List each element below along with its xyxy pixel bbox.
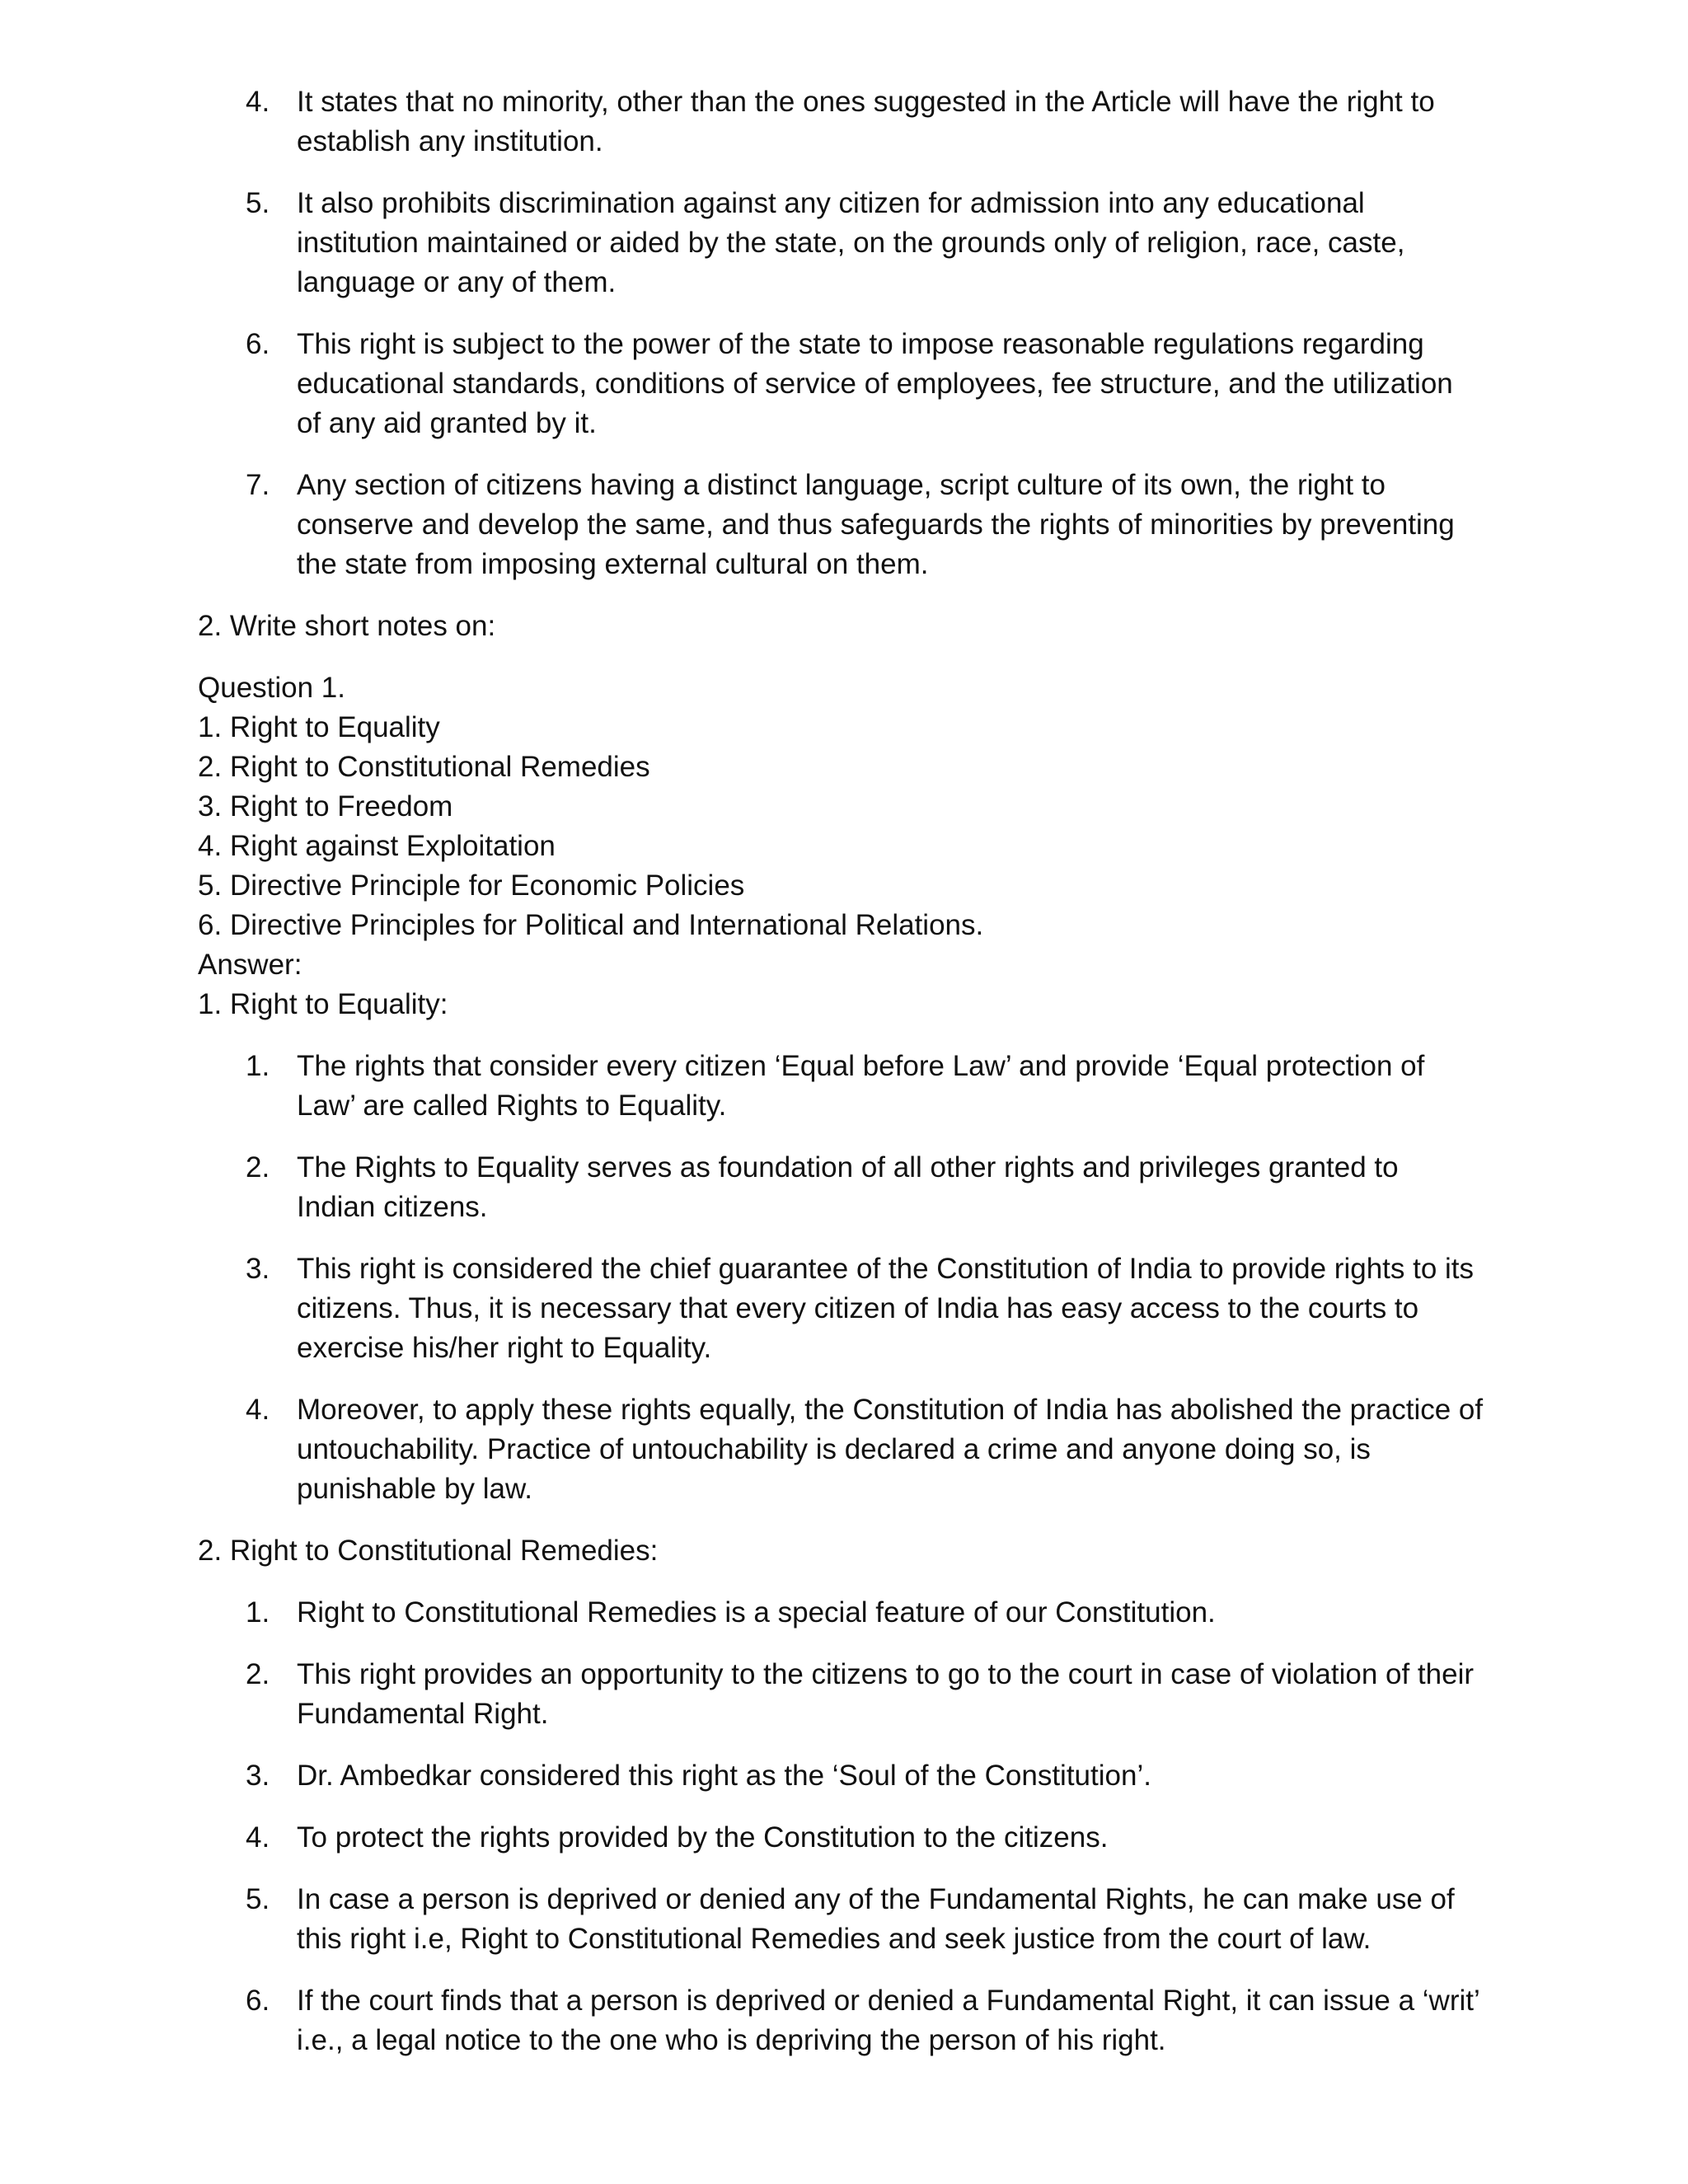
list-item bbox=[198, 1880, 1484, 1959]
list-text: Moreover, to apply these rights equally, the Constitution of India has abolished the practice of untouchability. Practice of untouchability is declared a crime and anyone doing so, is punishable by law. bbox=[297, 1394, 1484, 1505]
list-item bbox=[198, 1981, 1484, 2060]
remedies-numbered-list bbox=[198, 1593, 1484, 2060]
question-label: Question 1. bbox=[198, 672, 345, 704]
question-item: 4. Right against Exploitation bbox=[198, 830, 556, 862]
top-numbered-list bbox=[198, 82, 1484, 584]
answer-label: Answer: bbox=[198, 949, 302, 981]
list-text: Any section of citizens having a distinct language, script culture of its own, the right to conserve and develop the same, and thus safeguards the rights of minorities by preventing the state from imposing external cultural on them. bbox=[297, 469, 1455, 580]
list-number: 1. bbox=[246, 1596, 270, 1629]
list-text: Right to Constitutional Remedies is a special feature of our Constitution. bbox=[297, 1596, 1216, 1629]
list-item bbox=[198, 1047, 1484, 1126]
list-text: In case a person is deprived or denied any of the Fundamental Rights, he can make use of this right i.e, Right to Constitutional Remedies and seek justice from the court of law. bbox=[297, 1883, 1455, 1955]
list-number: 4. bbox=[246, 1821, 270, 1854]
question-item: 3. Right to Freedom bbox=[198, 790, 453, 823]
list-text: This right provides an opportunity to the citizens to go to the court in case of violation of their Fundamental Right. bbox=[297, 1658, 1475, 1730]
list-text: The Rights to Equality serves as foundation of all other rights and privileges granted to Indian citizens. bbox=[297, 1151, 1399, 1223]
list-number: 1. bbox=[246, 1050, 270, 1082]
remedies-heading: 2. Right to Constitutional Remedies: bbox=[198, 1535, 659, 1567]
question-item: 2. Right to Constitutional Remedies bbox=[198, 751, 650, 783]
question-block bbox=[198, 668, 1484, 1024]
list-text: To protect the rights provided by the Constitution to the citizens. bbox=[297, 1821, 1109, 1854]
list-text: Dr. Ambedkar considered this right as the ‘Soul of the Constitution’. bbox=[297, 1760, 1151, 1792]
list-item bbox=[198, 1756, 1484, 1796]
equality-numbered-list bbox=[198, 1047, 1484, 1509]
list-number: 5. bbox=[246, 1883, 270, 1915]
list-text: It states that no minority, other than the ones suggested in the Article will have the right to establish any institution. bbox=[297, 86, 1435, 157]
question-item: 6. Directive Principles for Political and International Relations. bbox=[198, 909, 984, 941]
list-number: 2. bbox=[246, 1151, 270, 1183]
question-item: 5. Directive Principle for Economic Policies bbox=[198, 869, 745, 902]
list-text: The rights that consider every citizen ‘Equal before Law’ and provide ‘Equal protection of Law’ are called Rights to Equality. bbox=[297, 1050, 1425, 1122]
section-heading: 2. Write short notes on: bbox=[198, 610, 496, 642]
list-number: 3. bbox=[246, 1253, 270, 1285]
list-text: It also prohibits discrimination against any citizen for admission into any educational institution maintained or aided by the state, on the grounds only of religion, race, caste, language or any of them. bbox=[297, 187, 1405, 298]
list-item bbox=[198, 466, 1484, 584]
list-item bbox=[198, 1390, 1484, 1509]
list-item bbox=[198, 1249, 1484, 1368]
list-number: 4. bbox=[246, 86, 270, 118]
list-item bbox=[198, 1148, 1484, 1227]
equality-subheading: 1. Right to Equality: bbox=[198, 988, 448, 1020]
list-item bbox=[198, 1593, 1484, 1633]
list-number: 6. bbox=[246, 328, 270, 360]
list-text: This right is considered the chief guarantee of the Constitution of India to provide rights to its citizens. Thus, it is necessary that every citizen of India has easy access to the courts to exercise his/her right to Equality. bbox=[297, 1253, 1475, 1364]
list-number: 7. bbox=[246, 469, 270, 501]
list-item bbox=[198, 1655, 1484, 1734]
list-number: 5. bbox=[246, 187, 270, 219]
list-item bbox=[198, 1818, 1484, 1858]
document-content bbox=[198, 82, 1484, 2083]
list-item bbox=[198, 184, 1484, 302]
list-text: If the court finds that a person is deprived or denied a Fundamental Right, it can issue a ‘writ’ i.e., a legal notice to the one who is depriving the person of his right. bbox=[297, 1985, 1479, 2056]
list-number: 2. bbox=[246, 1658, 270, 1690]
list-number: 3. bbox=[246, 1760, 270, 1792]
question-item: 1. Right to Equality bbox=[198, 711, 440, 743]
list-text: This right is subject to the power of the state to impose reasonable regulations regarding educational standards, conditions of service of employees, fee structure, and the utilization of any aid granted by it. bbox=[297, 328, 1453, 439]
list-item bbox=[198, 325, 1484, 443]
list-number: 4. bbox=[246, 1394, 270, 1426]
list-number: 6. bbox=[246, 1985, 270, 2017]
list-item bbox=[198, 82, 1484, 162]
